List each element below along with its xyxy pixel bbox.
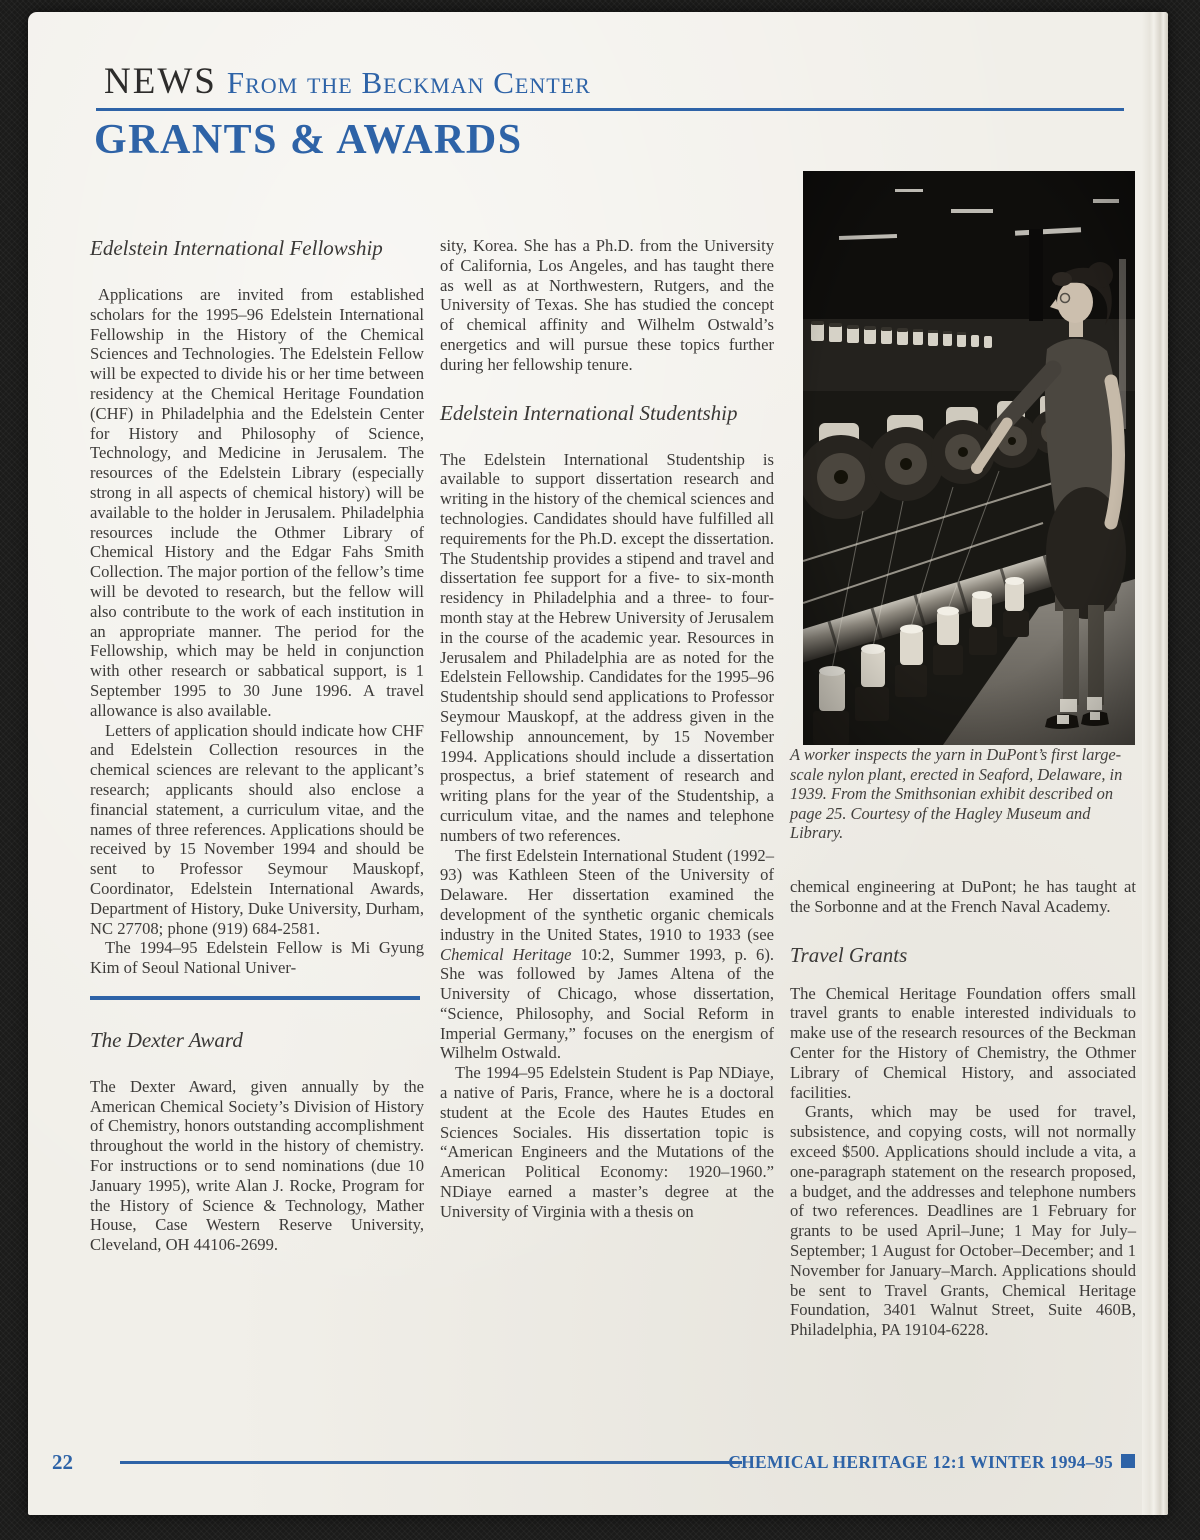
masthead-news: NEWS <box>104 61 217 102</box>
section-divider-rule <box>90 996 420 1000</box>
paragraph <box>440 846 774 1064</box>
section-heading-travel-grants: Travel Grants <box>790 942 908 967</box>
column-2 <box>440 236 774 1222</box>
magazine-page <box>28 12 1168 1515</box>
paragraph: The Chemical Heritage Foundation offers small travel grants to enable interested individuals to make use of the research resources of the Beckman Center for the History of Chemistry, the Othmer Library of Chemical History, and associated facilities. <box>790 983 1136 1102</box>
footer-page-number: 22 <box>52 1450 73 1474</box>
nylon-plant-photo <box>803 171 1135 745</box>
page-title: GRANTS & AWARDS <box>94 117 523 163</box>
section-heading-dexter-award: The Dexter Award <box>90 1027 243 1052</box>
paragraph: sity, Korea. She has a Ph.D. from the University of California, Los Angeles, and has taught there as well as at Northwestern, Rutgers, and the University of Texas. She has studied the concept of chemical affinity and Wilhelm Ostwald’s energetics and will pursue these topics further during her fellowship tenure. <box>440 236 774 374</box>
paragraph: The Dexter Award, given annually by the American Chemical Society’s Division of History of Chemistry, honors outstanding accomplishment throughout the world in the history of chemistry. For instructions or to send nominations (due 10 January 1995), write Alan J. Rocke, Program for the History of Science & Technology, Mather House, Case Western Reserve University, Cleveland, OH 44106-2699. <box>90 1076 424 1255</box>
paragraph: The 1994–95 Edelstein Fellow is Mi Gyung Kim of Seoul National Univer- <box>90 938 424 978</box>
column-1 <box>90 236 424 1255</box>
paragraph: Letters of application should indicate how CHF and Edelstein Collection resources in the chemical sciences are relevant to the applicant’s research; applicants should also enclose a financial statement, a curriculum vitae, and the names of three references. Applications should be received by 15 November 1994 and should be sent to Professor Seymour Mauskopf, Coordinator, Edelstein International Awards, Department of History, Duke University, Durham, NC 27708; phone (919) 684-2581. <box>90 720 424 938</box>
paragraph: Grants, which may be used for travel, subsistence, and copying costs, will not normally exceed $500. Applications should include a vita, a one-paragraph statement on the research proposed, a budget, and the addresses and telephone numbers of two references. Deadlines are 1 February for grants to be used April–June; 1 May for July–September; 1 August for October–December; and 1 November for January–March. Applications should be sent to Travel Grants, Chemical Heritage Foundation, 3401 Walnut Street, Suite 460B, Philadelphia, PA 19104-6228. <box>790 1102 1136 1340</box>
paragraph: The 1994–95 Edelstein Student is Pap NDiaye, a native of Paris, France, where he is a doctoral student at the Ecole des Hautes Etudes en Sciences Sociales. His dissertation topic is “American Engineers and the Mutations of the American Political Economy: 1920–1960.” NDiaye earned a master’s degree at the University of Virginia with a thesis on <box>440 1063 774 1221</box>
paragraph-text: The first Edelstein International Student (1992–93) was Kathleen Steen of the University of Delaware. Her dissertation examined the development of the synthetic organic chemicals industry in the United States, 1910 to 1933 (see <box>440 845 774 944</box>
section-heading-edelstein-studentship: Edelstein International Studentship <box>440 400 738 425</box>
section-heading-edelstein-fellowship: Edelstein International Fellowship <box>90 236 383 260</box>
paragraph-text: 10:2, Summer 1993, p. 6). She was followed by James Altena of the University of Chicago, whose dissertation, “Science, Philosophy, and Social Reform in Imperial Germany,” focuses on the energism of Wilhelm Ostwald. <box>440 944 774 1063</box>
journal-title-italic: Chemical Heritage <box>440 944 572 964</box>
column-3 <box>790 171 1136 1340</box>
paragraph: chemical engineering at DuPont; he has taught at the Sorbonne and at the French Naval Academy. <box>790 876 1136 916</box>
paragraph: The Edelstein International Studentship is available to support dissertation research and writing in the history of the chemical sciences and technologies. Candidates should have fulfilled all requirements for the Ph.D. except the dissertation. The Studentship provides a stipend and travel and dissertation fee support for a five- to six-month residency in Philadelphia and a three- to four-month stay at the Hebrew University of Jerusalem in the course of the academic year. Resources in Jerusalem and Philadelphia are as noted for the Edelstein Fellowship. Candidates for the 1995–96 Studentship should send applications to Professor Seymour Mauskopf, at the address given in the Fellowship announcement, by 15 November 1994. Applications should include a dissertation prospectus, a brief statement of research and writing plans for the year of the Studentship, a curriculum vitae, and the names and telephone numbers of two references. <box>440 449 774 845</box>
masthead <box>104 60 591 103</box>
paragraph: Applications are invited from established scholars for the 1995–96 Edelstein International Fellowship in the History of the Chemical Sciences and Technologies. The Edelstein Fellow will be expected to divide his or her time between residency at the Chemical Heritage Foundation (CHF) in Philadelphia and the Edelstein Center for History and Philosophy of Science, Technology, and Medicine in Jerusalem. The resources of the Edelstein Library (especially strong in all aspects of chemical history) will be available to the holder in Jerusalem. Philadelphia resources include the Othmer Library of Chemical History and the Edgar Fahs Smith Collection. The major portion of the fellow’s time will be devoted to research, but the fellow will also contribute to the work of each institution in an appropriate manner. The period for the Fellowship, which may be held in conjunction with other research or sabbatical support, is 1 September 1995 to 30 June 1996. A travel allowance is also available. <box>90 285 424 720</box>
photo-caption: A worker inspects the yarn in DuPont’s first large-scale nylon plant, erected in Seaford, Delaware, in 1939. From the Smithsonian exhibit described on page 25. Courtesy of the Hagley Museum and Library. <box>790 745 1123 843</box>
footer-journal-line <box>728 1452 1135 1473</box>
footer-end-square <box>1121 1454 1135 1468</box>
header-rule <box>96 108 1124 111</box>
masthead-from-beckman-center: From the Beckman Center <box>226 65 591 100</box>
page-edge-stack <box>1142 12 1168 1515</box>
footer-journal-text: CHEMICAL HERITAGE 12:1 WINTER 1994–95 <box>728 1452 1113 1472</box>
footer-rule <box>120 1461 742 1464</box>
